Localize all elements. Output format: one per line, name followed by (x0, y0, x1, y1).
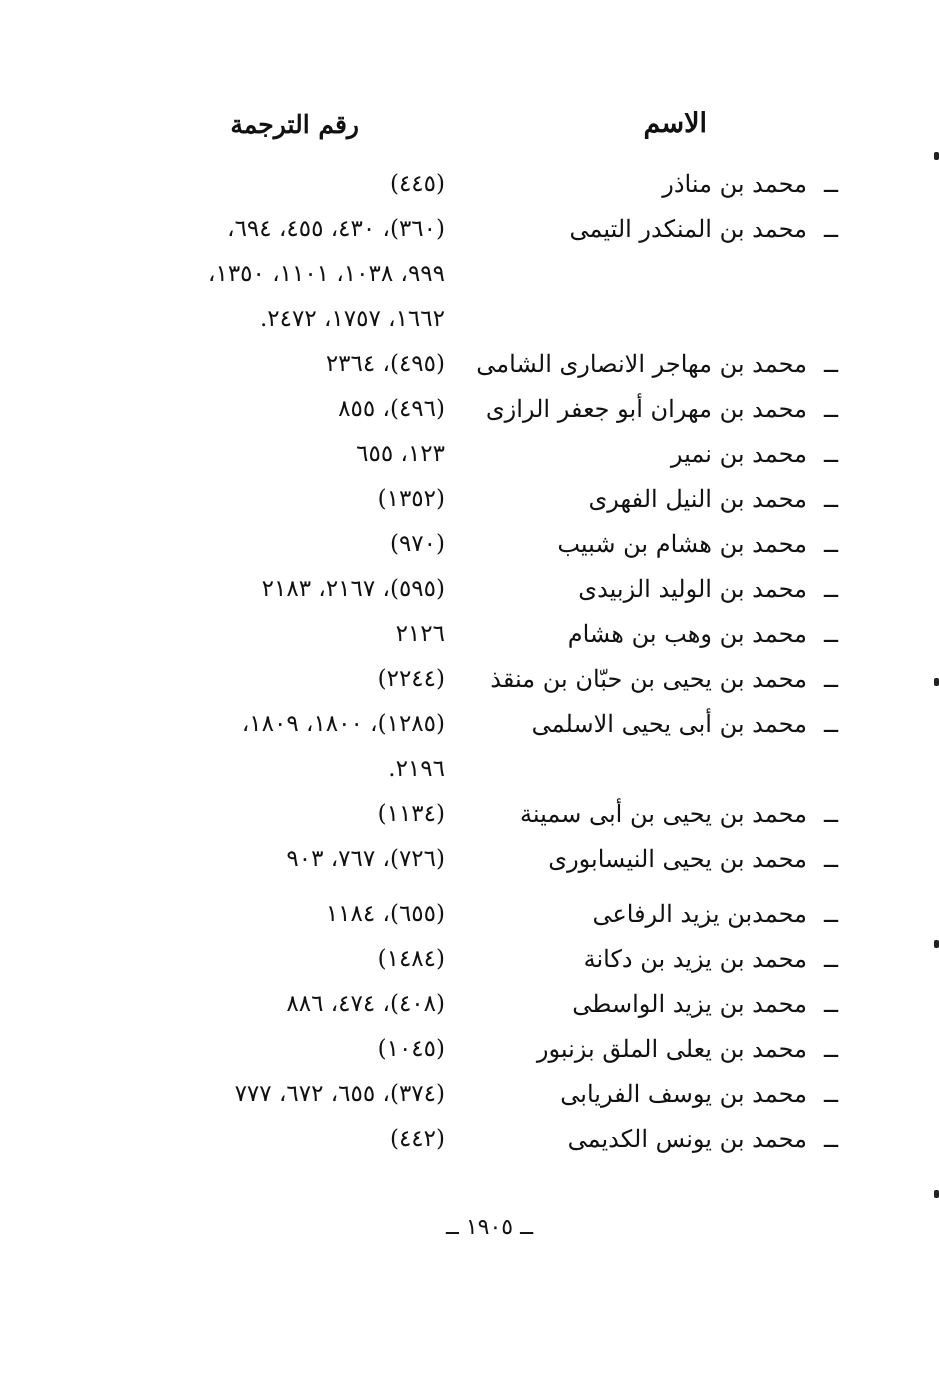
entry-dash: ــ (823, 440, 839, 468)
entry-dash: ــ (823, 485, 839, 513)
scan-edge-mark (934, 940, 939, 948)
entry-ref-line: (٤٤٢) (389, 1126, 445, 1152)
entry-dash: ــ (823, 845, 839, 873)
entry-name: محمد بن يعلى الملق بزنبور (536, 1035, 807, 1063)
entry-refs (85, 477, 447, 522)
entry-name: محمد بن أبى يحيى الاسلمى (531, 710, 807, 738)
entry-name: محمد بن يحيى بن حبّان بن منقذ (490, 665, 807, 693)
entry-dash: ــ (823, 530, 839, 558)
entry-refs (85, 892, 447, 937)
entry-name: محمد بن نمير (670, 440, 807, 468)
index-entry (14, 1072, 849, 1117)
entry-dash: ــ (823, 990, 839, 1018)
entry-name: محمد بن يحيى النيسابورى (548, 845, 807, 873)
entry-name: محمد بن يحيى بن أبى سمينة (520, 800, 807, 828)
entry-ref-line: (١٠٤٥) (377, 1036, 445, 1062)
entry-name: محمد بن يزيد بن دكانة (583, 945, 807, 973)
index-entry (14, 937, 849, 982)
entry-refs (85, 982, 447, 1027)
index-entries (14, 162, 849, 1162)
entry-ref-line: (٤٩٦)، ٨٥٥ (338, 396, 445, 422)
entry-refs (85, 522, 447, 567)
entry-name: محمد بن مناذر (662, 170, 807, 198)
entry-dash: ــ (823, 900, 839, 928)
entry-refs (85, 702, 447, 792)
entry-ref-line: (٧٢٦)، ٧٦٧، ٩٠٣ (286, 846, 445, 872)
entry-dash: ــ (823, 395, 839, 423)
index-entry (14, 522, 849, 567)
entry-ref-line: (١٤٨٤) (377, 946, 445, 972)
entry-refs (85, 792, 447, 837)
entry-name: محمد بن يزيد الواسطى (572, 990, 807, 1018)
entry-dash: ــ (823, 170, 839, 198)
entry-name: محمد بن وهب بن هشام (567, 620, 807, 648)
entry-dash: ــ (823, 1035, 839, 1063)
entry-refs (85, 937, 447, 982)
index-entry (14, 1117, 849, 1162)
entry-ref-line: ١٢٣، ٦٥٥ (356, 441, 445, 467)
entry-name: محمد بن هشام بن شبيب (557, 530, 807, 558)
entry-ref-line: (٤٩٥)، ٢٣٦٤ (325, 351, 445, 377)
entry-refs (85, 657, 447, 702)
entry-ref-line: (٤٤٥) (389, 171, 445, 197)
entry-dash: ــ (823, 710, 839, 738)
entry-dash: ــ (823, 665, 839, 693)
index-entry (14, 657, 849, 702)
entry-ref-line: (٢٢٤٤) (377, 666, 445, 692)
entry-name: محمد بن الوليد الزبيدى (578, 575, 807, 603)
scan-edge-mark (934, 1190, 939, 1198)
entry-dash: ــ (823, 1125, 839, 1153)
entry-ref-line: ٢١٢٦ (395, 621, 445, 647)
entry-name: محمد بن المنكدر التيمى (569, 215, 807, 243)
index-entry (14, 702, 849, 792)
index-entry (14, 982, 849, 1027)
entry-ref-line: (٩٧٠) (389, 531, 445, 557)
column-header-name: الاسم (643, 108, 707, 139)
entry-name: محمد بن يونس الكديمى (567, 1125, 807, 1153)
entry-ref-line: ١٦٦٢، ١٧٥٧، ٢٤٧٢. (259, 306, 445, 332)
entry-ref-line: (٤٠٨)، ٤٧٤، ٨٨٦ (286, 991, 445, 1017)
entry-name: محمد بن النيل الفهرى (588, 485, 807, 513)
entry-name: محمدبن يزيد الرفاعى (592, 900, 807, 928)
index-entry (14, 1027, 849, 1072)
entry-name: محمد بن مهران أبو جعفر الرازى (485, 395, 807, 423)
entry-dash: ــ (823, 575, 839, 603)
entry-ref-line: ٩٩٩، ١٠٣٨، ١١٠١، ١٣٥٠، (208, 261, 445, 287)
entry-refs (85, 387, 447, 432)
index-entry (14, 612, 849, 657)
entry-refs (85, 567, 447, 612)
entry-ref-line: ٢١٩٦. (388, 756, 445, 782)
entry-dash: ــ (823, 215, 839, 243)
entry-dash: ــ (823, 945, 839, 973)
entry-refs (85, 1027, 447, 1072)
entry-refs (85, 1117, 447, 1162)
entry-dash: ــ (823, 1080, 839, 1108)
entry-refs (85, 612, 447, 657)
entry-refs (85, 432, 447, 477)
entry-dash: ــ (823, 800, 839, 828)
index-entry (14, 837, 849, 882)
entry-name: محمد بن يوسف الفريابى (560, 1080, 807, 1108)
index-entry (14, 162, 849, 207)
entry-name: محمد بن مهاجر الانصارى الشامى (476, 350, 807, 378)
entry-dash: ــ (823, 620, 839, 648)
index-entry (14, 567, 849, 612)
entry-ref-line: (١٢٨٥)، ١٨٠٠، ١٨٠٩، (241, 711, 445, 737)
column-header-number: رقم الترجمة (230, 110, 359, 139)
entry-ref-line: (٣٦٠)، ٤٣٠، ٤٥٥، ٦٩٤، (227, 216, 445, 242)
scan-edge-mark (934, 678, 939, 686)
entry-refs (85, 1072, 447, 1117)
entry-refs (85, 342, 447, 387)
scan-edge-mark (934, 152, 939, 160)
index-entry (14, 387, 849, 432)
entry-ref-line: (٥٩٥)، ٢١٦٧، ٢١٨٣ (261, 576, 445, 602)
entry-refs (85, 837, 447, 882)
index-entry (14, 477, 849, 522)
index-entry (14, 792, 849, 837)
index-entry (14, 342, 849, 387)
entry-ref-line: (٣٧٤)، ٦٥٥، ٦٧٢، ٧٧٧ (234, 1081, 445, 1107)
entry-refs (85, 207, 447, 342)
entry-ref-line: (١٣٥٢) (377, 486, 445, 512)
index-entry (14, 207, 849, 342)
index-entry (14, 432, 849, 477)
entry-refs (85, 162, 447, 207)
entry-ref-line: (٦٥٥)، ١١٨٤ (325, 901, 445, 927)
entry-ref-line: (١١٣٤) (377, 801, 445, 827)
entry-dash: ــ (823, 350, 839, 378)
index-entry (14, 892, 849, 937)
page-number: ــ ١٩٠٥ ــ (445, 1215, 534, 1240)
